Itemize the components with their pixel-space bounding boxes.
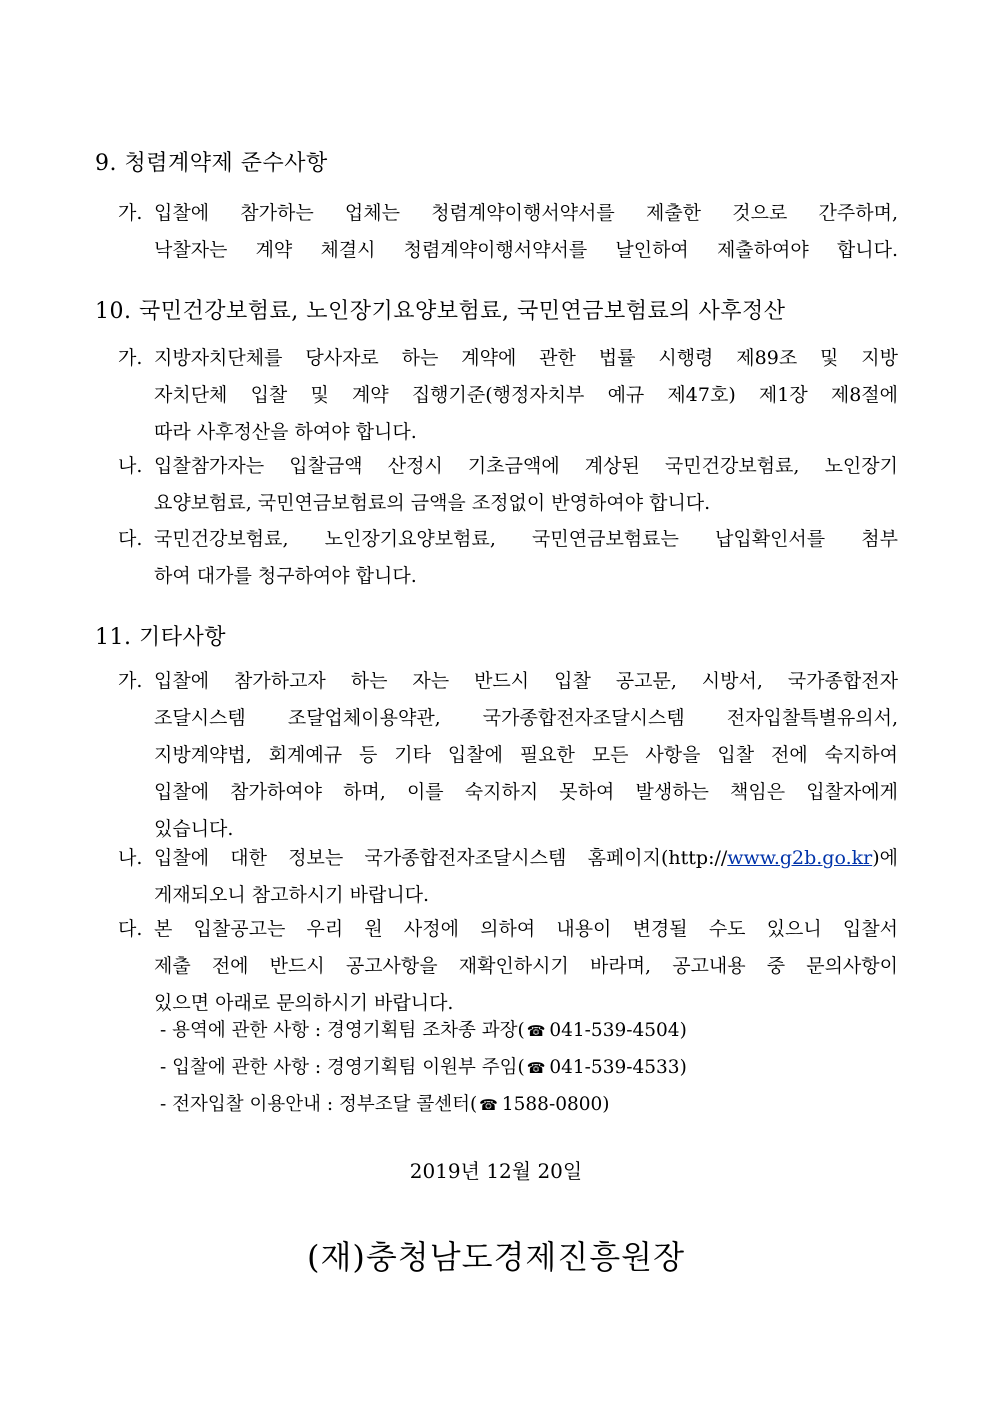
item-line: 나. 입찰참가자는 입찰금액 산정시 기초금액에 계상된 국민건강보험료, 노인장기 bbox=[118, 448, 898, 485]
contact-e-bidding: - 전자입찰 이용안내 : 정부조달 콜센터( ☎ 1588-0800) bbox=[160, 1086, 687, 1123]
item-marker: 다. bbox=[118, 528, 143, 550]
g2b-homepage-link[interactable]: www.g2b.go.kr bbox=[727, 847, 873, 869]
item-line: 다. 국민건강보험료, 노인장기요양보험료, 국민연금보험료는 납입확인서를 첨부 bbox=[118, 521, 898, 558]
item-line: 자치단체 입찰 및 계약 집행기준(행정자치부 예규 제47호) 제1장 제8절에 bbox=[154, 384, 898, 406]
phone-number: 041-539-4504 bbox=[549, 1020, 680, 1041]
item-line: 게재되오니 참고하시기 바랍니다. bbox=[154, 884, 430, 906]
item-line: 하여 대가를 청구하여야 합니다. bbox=[154, 565, 417, 587]
item-marker: 가. bbox=[118, 347, 143, 369]
item-line: 있으면 아래로 문의하시기 바랍니다. bbox=[154, 992, 454, 1014]
item-line: 제출 전에 반드시 공고사항을 재확인하시기 바라며, 공고내용 중 문의사항이 bbox=[154, 955, 898, 977]
contact-bidding: - 입찰에 관한 사항 : 경영기획팀 이원부 주임( ☎ 041-539-4533) bbox=[160, 1049, 687, 1086]
item-marker: 다. bbox=[118, 918, 143, 940]
item-line: 가. 입찰에 참가하고자 하는 자는 반드시 입찰 공고문, 시방서, 국가종합전자 bbox=[118, 663, 898, 700]
phone-icon: ☎ bbox=[526, 1022, 546, 1040]
item-line: 있습니다. bbox=[154, 818, 234, 840]
item-line: 가. 지방자치단체를 당사자로 하는 계약에 관한 법률 시행령 제89조 및 지방 bbox=[118, 340, 898, 377]
section-11-title: 11. 기타사항 bbox=[95, 625, 226, 650]
section-10-item-da bbox=[118, 521, 898, 595]
phone-icon: ☎ bbox=[479, 1096, 498, 1114]
item-marker: 가. bbox=[118, 670, 143, 692]
section-9-item-ga bbox=[118, 195, 898, 269]
item-line: 요양보험료, 국민연금보험료의 금액을 조정없이 반영하여야 합니다. bbox=[154, 492, 711, 514]
item-line: 입찰에 참가하여야 하며, 이를 숙지하지 못하여 발생하는 책임은 입찰자에게 bbox=[154, 781, 898, 803]
item-line: 다. 본 입찰공고는 우리 원 사정에 의하여 내용이 변경될 수도 있으니 입찰서 bbox=[118, 911, 898, 948]
issuer-signature: (재)충청남도경제진흥원장 bbox=[306, 1238, 685, 1276]
item-line: 지방계약법, 회계예규 등 기타 입찰에 필요한 모든 사항을 입찰 전에 숙지하여 bbox=[154, 744, 898, 766]
section-9-title: 9. 청렴계약제 준수사항 bbox=[95, 151, 328, 176]
section-10-title: 10. 국민건강보험료, 노인장기요양보험료, 국민연금보험료의 사후정산 bbox=[95, 299, 786, 324]
item-line: 나. 입찰에 대한 정보는 국가종합전자조달시스템 홈페이지(http://www.g2b.go.kr)에 bbox=[118, 840, 898, 877]
section-11-item-da bbox=[118, 911, 898, 1022]
contact-list bbox=[160, 1012, 687, 1123]
item-line: 따라 사후정산을 하여야 합니다. bbox=[154, 421, 417, 443]
item-marker: 나. bbox=[118, 455, 143, 477]
item-marker: 가. bbox=[118, 202, 143, 224]
section-10-item-ga bbox=[118, 340, 898, 451]
phone-icon: ☎ bbox=[526, 1059, 546, 1077]
item-marker: 나. bbox=[118, 847, 143, 869]
phone-number: 1588-0800 bbox=[501, 1094, 603, 1115]
section-11-item-na bbox=[118, 840, 898, 914]
phone-number: 041-539-4533 bbox=[549, 1057, 680, 1078]
item-line: 낙찰자는 계약 체결시 청렴계약이행서약서를 날인하여 제출하여야 합니다. bbox=[154, 239, 898, 261]
section-10-item-na bbox=[118, 448, 898, 522]
item-line: 가. 입찰에 참가하는 업체는 청렴계약이행서약서를 제출한 것으로 간주하며, bbox=[118, 195, 898, 232]
contact-service: - 용역에 관한 사항 : 경영기획팀 조차종 과장( ☎ 041-539-4504) bbox=[160, 1012, 687, 1049]
announcement-date: 2019년 12월 20일 bbox=[409, 1159, 583, 1183]
section-11-item-ga bbox=[118, 663, 898, 848]
item-line: 조달시스템 조달업체이용약관, 국가종합전자조달시스템 전자입찰특별유의서, bbox=[154, 707, 898, 729]
